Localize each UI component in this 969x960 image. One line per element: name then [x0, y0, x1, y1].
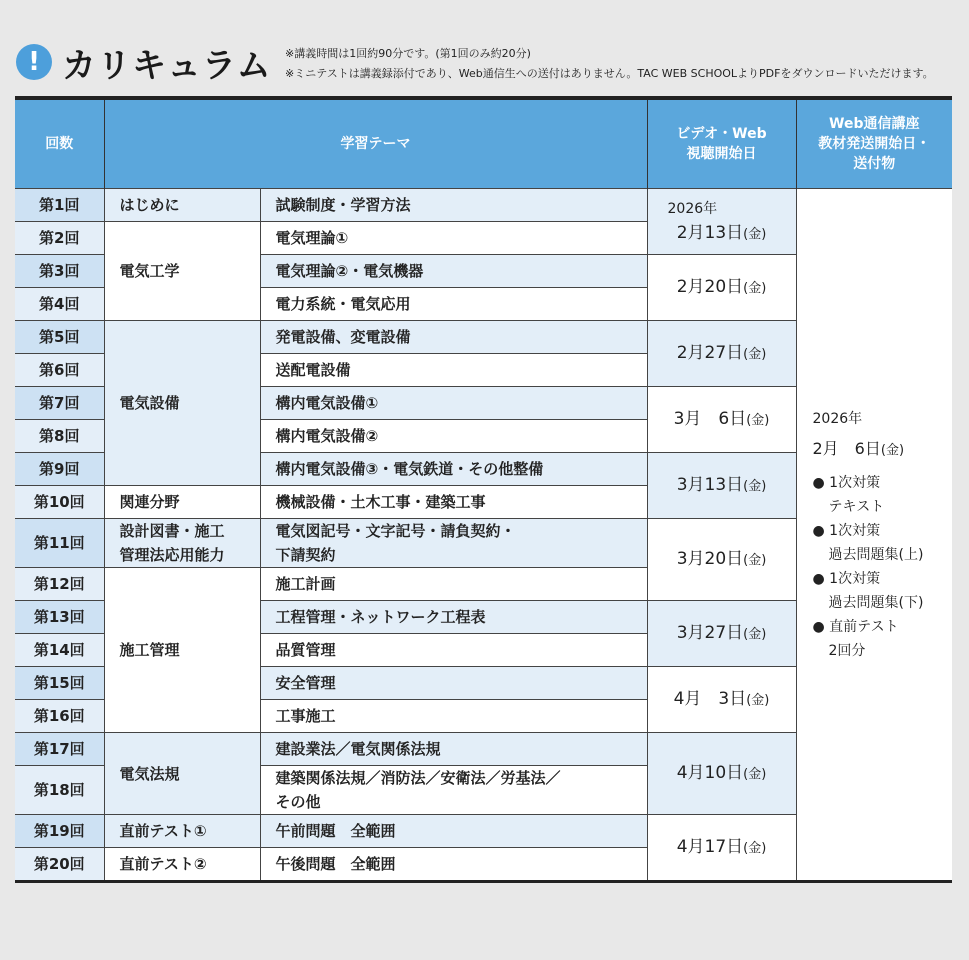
round-number: 第12回 — [15, 568, 104, 601]
round-number: 第5回 — [15, 321, 104, 354]
col-header-theme: 学習テーマ — [104, 98, 647, 189]
date-value: 2月13日 — [676, 222, 744, 243]
video-start-date — [647, 667, 796, 733]
shipping-item-label: 直前テスト 2回分 — [828, 618, 899, 659]
study-theme: 午前問題 全範囲 — [260, 815, 647, 848]
study-theme: 電気理論① — [260, 222, 647, 255]
date-value: 3月20日 — [676, 548, 744, 569]
col-header-video-date: ビデオ・Web 視聴開始日 — [647, 98, 796, 189]
date-weekday: (金) — [743, 346, 767, 362]
bullet-icon: ● — [812, 618, 825, 635]
study-theme: 品質管理 — [260, 634, 647, 667]
date-weekday: (金) — [743, 552, 767, 568]
topic-group: 電気設備 — [104, 321, 260, 486]
study-theme: 午後問題 全範囲 — [260, 848, 647, 882]
round-number: 第3回 — [15, 255, 104, 288]
round-number: 第9回 — [15, 453, 104, 486]
bullet-icon: ● — [812, 474, 825, 491]
study-theme: 発電設備、変電設備 — [260, 321, 647, 354]
date-value: 3月 6日 — [673, 408, 747, 429]
table-header — [15, 98, 952, 189]
shipping-year: 2026年 — [812, 410, 863, 427]
video-start-date — [647, 601, 796, 667]
study-theme: 構内電気設備② — [260, 420, 647, 453]
study-theme: 建築関係法規／消防法／安衛法／労基法／ その他 — [260, 766, 647, 815]
date-value: 4月17日 — [676, 836, 744, 857]
exclamation-icon: ! — [16, 44, 52, 80]
curriculum-table — [15, 96, 952, 883]
topic-group: 電気法規 — [104, 733, 260, 815]
bullet-icon: ● — [812, 570, 825, 587]
bullet-icon: ● — [812, 522, 825, 539]
round-number: 第4回 — [15, 288, 104, 321]
study-theme: 工程管理・ネットワーク工程表 — [260, 601, 647, 634]
topic-group: はじめに — [104, 189, 260, 222]
topic-group: 直前テスト② — [104, 848, 260, 882]
shipping-info — [796, 189, 952, 882]
video-start-date — [647, 321, 796, 387]
round-number: 第14回 — [15, 634, 104, 667]
round-number: 第19回 — [15, 815, 104, 848]
note-2: ※ミニテストは講義録添付であり、Web通信生への送付はありません。TAC WEB SCHOOLよりPDFをダウンロードいただけます。 — [285, 67, 934, 80]
shipping-item — [813, 567, 953, 615]
round-number: 第6回 — [15, 354, 104, 387]
study-theme: 電力系統・電気応用 — [260, 288, 647, 321]
study-theme: 送配電設備 — [260, 354, 647, 387]
round-number: 第20回 — [15, 848, 104, 882]
shipping-item-label: 1次対策 過去問題集(上) — [828, 522, 924, 563]
study-theme: 安全管理 — [260, 667, 647, 700]
round-number: 第2回 — [15, 222, 104, 255]
study-theme: 工事施工 — [260, 700, 647, 733]
video-start-date — [647, 519, 796, 601]
topic-group: 電気工学 — [104, 222, 260, 321]
study-theme: 電気図記号・文字記号・請負契約・ 下請契約 — [260, 519, 647, 568]
note-1: ※講義時間は1回約90分です。(第1回のみ約20分) — [285, 47, 531, 60]
col-header-shipping: Web通信講座 教材発送開始日・ 送付物 — [796, 98, 952, 189]
topic-group: 設計図書・施工 管理法応用能力 — [104, 519, 260, 568]
round-number: 第11回 — [15, 519, 104, 568]
table-row — [15, 189, 952, 222]
shipping-item-label: 1次対策 テキスト — [828, 474, 885, 515]
round-number: 第13回 — [15, 601, 104, 634]
video-start-date — [647, 453, 796, 519]
video-start-date — [647, 255, 796, 321]
date-weekday: (金) — [743, 840, 767, 856]
topic-group: 施工管理 — [104, 568, 260, 733]
round-number: 第7回 — [15, 387, 104, 420]
col-header-count: 回数 — [15, 98, 104, 189]
study-theme: 施工計画 — [260, 568, 647, 601]
round-number: 第18回 — [15, 766, 104, 815]
date-year: 2026年 — [667, 200, 718, 217]
date-value: 4月10日 — [676, 762, 744, 783]
date-value: 4月 3日 — [673, 688, 747, 709]
topic-group: 関連分野 — [104, 486, 260, 519]
study-theme: 機械設備・土木工事・建築工事 — [260, 486, 647, 519]
study-theme: 電気理論②・電気機器 — [260, 255, 647, 288]
study-theme: 試験制度・学習方法 — [260, 189, 647, 222]
date-weekday: (金) — [743, 280, 767, 296]
round-number: 第8回 — [15, 420, 104, 453]
shipping-item — [813, 471, 953, 519]
round-number: 第15回 — [15, 667, 104, 700]
date-weekday: (金) — [743, 766, 767, 782]
shipping-item — [813, 519, 953, 567]
date-weekday: (金) — [746, 692, 770, 708]
date-weekday: (金) — [743, 626, 767, 642]
date-value: 3月13日 — [676, 474, 744, 495]
video-start-date — [647, 733, 796, 815]
date-value: 3月27日 — [676, 622, 744, 643]
page-title: カリキュラム — [62, 46, 272, 86]
video-start-date — [647, 387, 796, 453]
round-number: 第1回 — [15, 189, 104, 222]
round-number: 第17回 — [15, 733, 104, 766]
study-theme: 構内電気設備① — [260, 387, 647, 420]
study-theme: 構内電気設備③・電気鉄道・その他整備 — [260, 453, 647, 486]
video-start-date — [647, 189, 796, 255]
notes — [285, 44, 934, 84]
study-theme: 建設業法／電気関係法規 — [260, 733, 647, 766]
round-number: 第16回 — [15, 700, 104, 733]
video-start-date — [647, 815, 796, 882]
date-weekday: (金) — [743, 478, 767, 494]
shipping-item — [813, 615, 953, 663]
date-weekday: (金) — [743, 226, 767, 242]
round-number: 第10回 — [15, 486, 104, 519]
shipping-date-value: 2月 6日 — [812, 438, 881, 458]
date-weekday: (金) — [746, 412, 770, 428]
date-value: 2月20日 — [676, 276, 744, 297]
shipping-weekday: (金) — [880, 442, 905, 458]
topic-group: 直前テスト① — [104, 815, 260, 848]
shipping-item-label: 1次対策 過去問題集(下) — [828, 570, 924, 611]
shipping-date — [813, 437, 953, 463]
date-value: 2月27日 — [676, 342, 744, 363]
